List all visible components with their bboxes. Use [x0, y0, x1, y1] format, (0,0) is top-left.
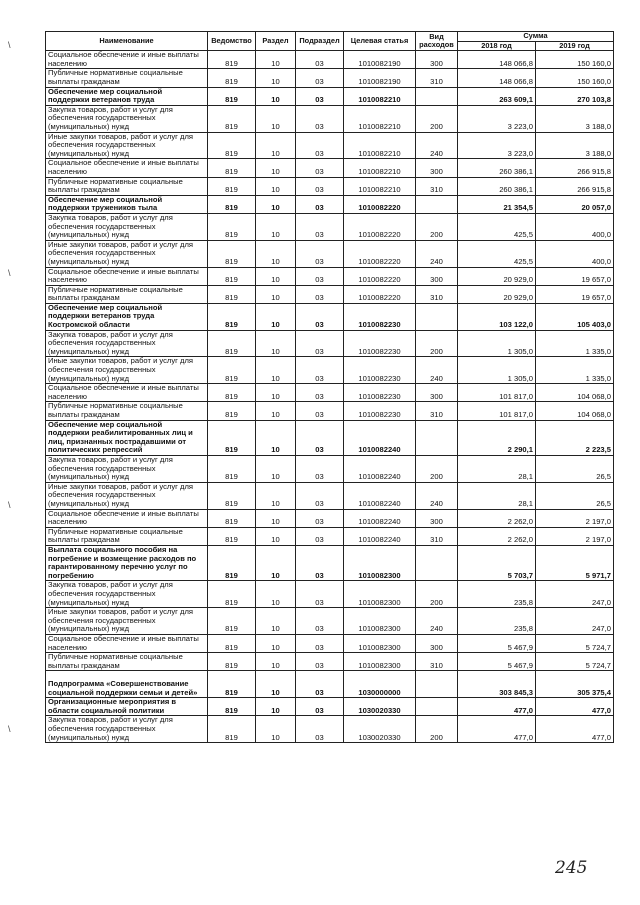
- row-sum-2019: 305 375,4: [536, 671, 614, 698]
- row-sum-2018: 2 262,0: [458, 509, 536, 527]
- row-section: 10: [256, 671, 296, 698]
- row-name: Обеспечение мер социальной поддержки реабилитированных лиц и лиц, признанных пострадавшими от политических репрессий: [46, 420, 208, 455]
- row-sum-2018: 101 817,0: [458, 384, 536, 402]
- row-target: 1010082190: [344, 69, 416, 87]
- row-name: Иные закупки товаров, работ и услуг для обеспечения государственных (муниципальных) нужд: [46, 482, 208, 509]
- row-department: 819: [208, 420, 256, 455]
- row-target: 1010082220: [344, 285, 416, 303]
- row-target: 1010082210: [344, 105, 416, 132]
- row-name: Выплата социального пособия на погребение и возмещение расходов по гарантированному перечню услуг по погребению: [46, 546, 208, 581]
- table-row: [46, 482, 614, 509]
- row-sum-2019: 3 188,0: [536, 132, 614, 159]
- row-name: Закупка товаров, работ и услуг для обеспечения государственных (муниципальных) нужд: [46, 213, 208, 240]
- row-sum-2018: 103 122,0: [458, 303, 536, 330]
- table-row: [46, 177, 614, 195]
- row-department: 819: [208, 402, 256, 420]
- row-kind: 300: [416, 267, 458, 285]
- header-target: Целевая статья: [344, 32, 416, 51]
- row-target: 1030020330: [344, 716, 416, 743]
- row-kind: [416, 420, 458, 455]
- row-sum-2019: 105 403,0: [536, 303, 614, 330]
- header-sum: Сумма: [458, 32, 614, 42]
- row-kind: 300: [416, 384, 458, 402]
- row-sum-2018: 28,1: [458, 456, 536, 483]
- row-target: 1010082230: [344, 384, 416, 402]
- row-name: Публичные нормативные социальные выплаты гражданам: [46, 285, 208, 303]
- row-section: 10: [256, 240, 296, 267]
- row-name: Публичные нормативные социальные выплаты гражданам: [46, 177, 208, 195]
- row-subsection: 03: [296, 330, 344, 357]
- row-subsection: 03: [296, 285, 344, 303]
- row-section: 10: [256, 267, 296, 285]
- row-section: 10: [256, 698, 296, 716]
- row-sum-2018: 20 929,0: [458, 285, 536, 303]
- row-name: Обеспечение мер социальной поддержки ветеранов труда Костромской области: [46, 303, 208, 330]
- row-department: 819: [208, 698, 256, 716]
- row-kind: 240: [416, 132, 458, 159]
- row-target: 1010082220: [344, 267, 416, 285]
- row-name: Социальное обеспечение и иные выплаты населению: [46, 51, 208, 69]
- row-department: 819: [208, 608, 256, 635]
- row-sum-2018: 425,5: [458, 240, 536, 267]
- row-target: 1010082240: [344, 482, 416, 509]
- row-sum-2018: 21 354,5: [458, 195, 536, 213]
- row-kind: 310: [416, 285, 458, 303]
- row-subsection: 03: [296, 608, 344, 635]
- table-row: [46, 132, 614, 159]
- row-sum-2018: 148 066,8: [458, 69, 536, 87]
- row-sum-2019: 247,0: [536, 581, 614, 608]
- row-subsection: 03: [296, 159, 344, 177]
- row-subsection: 03: [296, 132, 344, 159]
- table-row: [46, 509, 614, 527]
- table-row: [46, 195, 614, 213]
- row-name: Иные закупки товаров, работ и услуг для обеспечения государственных (муниципальных) нужд: [46, 357, 208, 384]
- row-department: 819: [208, 177, 256, 195]
- page-number: 245: [555, 858, 588, 878]
- row-subsection: 03: [296, 384, 344, 402]
- row-kind: 300: [416, 51, 458, 69]
- row-target: 1010082210: [344, 132, 416, 159]
- row-target: 1010082300: [344, 653, 416, 671]
- row-sum-2019: 26,5: [536, 456, 614, 483]
- row-sum-2018: 263 609,1: [458, 87, 536, 105]
- row-kind: 200: [416, 456, 458, 483]
- table-row: [46, 608, 614, 635]
- row-sum-2019: 19 657,0: [536, 285, 614, 303]
- row-name: Социальное обеспечение и иные выплаты населению: [46, 509, 208, 527]
- header-2019: 2019 год: [536, 41, 614, 51]
- row-department: 819: [208, 69, 256, 87]
- row-subsection: 03: [296, 267, 344, 285]
- row-sum-2018: 28,1: [458, 482, 536, 509]
- row-sum-2018: 303 845,3: [458, 671, 536, 698]
- row-department: 819: [208, 482, 256, 509]
- row-department: 819: [208, 357, 256, 384]
- row-subsection: 03: [296, 653, 344, 671]
- row-kind: [416, 671, 458, 698]
- row-section: 10: [256, 420, 296, 455]
- table-row: [46, 456, 614, 483]
- row-kind: 300: [416, 509, 458, 527]
- row-section: 10: [256, 285, 296, 303]
- row-department: 819: [208, 384, 256, 402]
- table-row: [46, 303, 614, 330]
- row-name: Закупка товаров, работ и услуг для обеспечения государственных (муниципальных) нужд: [46, 330, 208, 357]
- row-department: 819: [208, 240, 256, 267]
- row-department: 819: [208, 671, 256, 698]
- row-section: 10: [256, 608, 296, 635]
- row-sum-2018: 20 929,0: [458, 267, 536, 285]
- row-subsection: 03: [296, 482, 344, 509]
- row-section: 10: [256, 716, 296, 743]
- table-body: [46, 51, 614, 743]
- row-kind: 300: [416, 159, 458, 177]
- row-sum-2018: 3 223,0: [458, 132, 536, 159]
- row-subsection: 03: [296, 420, 344, 455]
- header-department: Ведомство: [208, 32, 256, 51]
- row-subsection: 03: [296, 402, 344, 420]
- row-department: 819: [208, 51, 256, 69]
- row-subsection: 03: [296, 195, 344, 213]
- row-sum-2019: 20 057,0: [536, 195, 614, 213]
- row-target: 1010082210: [344, 87, 416, 105]
- margin-mark: \: [8, 724, 11, 734]
- row-name: Закупка товаров, работ и услуг для обеспечения государственных (муниципальных) нужд: [46, 581, 208, 608]
- row-section: 10: [256, 402, 296, 420]
- row-sum-2019: 400,0: [536, 240, 614, 267]
- row-section: 10: [256, 195, 296, 213]
- row-kind: 310: [416, 402, 458, 420]
- row-sum-2018: 2 290,1: [458, 420, 536, 455]
- row-kind: [416, 195, 458, 213]
- row-target: 1010082230: [344, 402, 416, 420]
- table-row: [46, 671, 614, 698]
- row-section: 10: [256, 105, 296, 132]
- table-row: [46, 105, 614, 132]
- row-department: 819: [208, 285, 256, 303]
- row-sum-2019: 266 915,8: [536, 159, 614, 177]
- row-target: 1010082210: [344, 159, 416, 177]
- table-row: [46, 384, 614, 402]
- table-row: [46, 240, 614, 267]
- row-name: Социальное обеспечение и иные выплаты населению: [46, 159, 208, 177]
- row-department: 819: [208, 581, 256, 608]
- row-department: 819: [208, 546, 256, 581]
- row-target: 1010082220: [344, 195, 416, 213]
- row-department: 819: [208, 132, 256, 159]
- row-kind: 310: [416, 177, 458, 195]
- row-name: Публичные нормативные социальные выплаты гражданам: [46, 402, 208, 420]
- row-department: 819: [208, 303, 256, 330]
- row-name: Подпрограмма «Совершенствование социальной поддержки семьи и детей»: [46, 671, 208, 698]
- row-kind: 240: [416, 240, 458, 267]
- row-name: Иные закупки товаров, работ и услуг для обеспечения государственных (муниципальных) нужд: [46, 240, 208, 267]
- row-subsection: 03: [296, 177, 344, 195]
- row-subsection: 03: [296, 716, 344, 743]
- table-row: [46, 698, 614, 716]
- row-department: 819: [208, 456, 256, 483]
- row-sum-2018: 2 262,0: [458, 527, 536, 545]
- row-department: 819: [208, 716, 256, 743]
- table-row: [46, 546, 614, 581]
- table-row: [46, 51, 614, 69]
- row-kind: 200: [416, 716, 458, 743]
- row-sum-2018: 477,0: [458, 716, 536, 743]
- row-section: 10: [256, 653, 296, 671]
- row-kind: 200: [416, 581, 458, 608]
- row-name: Закупка товаров, работ и услуг для обеспечения государственных (муниципальных) нужд: [46, 105, 208, 132]
- row-target: 1030000000: [344, 671, 416, 698]
- row-sum-2018: 101 817,0: [458, 402, 536, 420]
- header-section: Раздел: [256, 32, 296, 51]
- row-name: Публичные нормативные социальные выплаты гражданам: [46, 69, 208, 87]
- row-name: Иные закупки товаров, работ и услуг для обеспечения государственных (муниципальных) нужд: [46, 608, 208, 635]
- row-section: 10: [256, 546, 296, 581]
- table-row: [46, 267, 614, 285]
- row-section: 10: [256, 509, 296, 527]
- row-section: 10: [256, 132, 296, 159]
- row-sum-2019: 477,0: [536, 698, 614, 716]
- row-kind: [416, 546, 458, 581]
- table-row: [46, 581, 614, 608]
- row-kind: 300: [416, 634, 458, 652]
- row-name: Закупка товаров, работ и услуг для обеспечения государственных (муниципальных) нужд: [46, 456, 208, 483]
- row-kind: [416, 303, 458, 330]
- row-target: 1010082240: [344, 456, 416, 483]
- row-sum-2019: 270 103,8: [536, 87, 614, 105]
- row-target: 1010082190: [344, 51, 416, 69]
- row-sum-2019: 5 724,7: [536, 634, 614, 652]
- row-sum-2019: 150 160,0: [536, 69, 614, 87]
- row-name: Обеспечение мер социальной поддержки тружеников тыла: [46, 195, 208, 213]
- row-target: 1010082220: [344, 213, 416, 240]
- budget-table: [45, 31, 614, 743]
- row-section: 10: [256, 69, 296, 87]
- row-target: 1010082240: [344, 527, 416, 545]
- row-sum-2019: 247,0: [536, 608, 614, 635]
- row-kind: [416, 87, 458, 105]
- row-sum-2019: 2 223,5: [536, 420, 614, 455]
- row-kind: [416, 698, 458, 716]
- row-sum-2019: 150 160,0: [536, 51, 614, 69]
- row-sum-2019: 3 188,0: [536, 105, 614, 132]
- row-sum-2019: 5 971,7: [536, 546, 614, 581]
- row-department: 819: [208, 267, 256, 285]
- row-name: Обеспечение мер социальной поддержки ветеранов труда: [46, 87, 208, 105]
- table-row: [46, 330, 614, 357]
- row-sum-2018: 5 467,9: [458, 653, 536, 671]
- row-department: 819: [208, 195, 256, 213]
- row-sum-2019: 104 068,0: [536, 402, 614, 420]
- row-sum-2019: 2 197,0: [536, 509, 614, 527]
- row-section: 10: [256, 330, 296, 357]
- table-row: [46, 527, 614, 545]
- row-subsection: 03: [296, 213, 344, 240]
- margin-mark: \: [8, 500, 11, 510]
- row-subsection: 03: [296, 456, 344, 483]
- row-kind: 310: [416, 69, 458, 87]
- table-row: [46, 634, 614, 652]
- row-section: 10: [256, 303, 296, 330]
- row-subsection: 03: [296, 509, 344, 527]
- row-sum-2018: 235,8: [458, 581, 536, 608]
- row-name: Публичные нормативные социальные выплаты гражданам: [46, 527, 208, 545]
- table-row: [46, 87, 614, 105]
- table-row: [46, 402, 614, 420]
- row-sum-2019: 104 068,0: [536, 384, 614, 402]
- header-2018: 2018 год: [458, 41, 536, 51]
- row-target: 1010082230: [344, 303, 416, 330]
- row-target: 1010082210: [344, 177, 416, 195]
- row-sum-2019: 19 657,0: [536, 267, 614, 285]
- row-target: 1010082300: [344, 581, 416, 608]
- row-subsection: 03: [296, 51, 344, 69]
- row-target: 1030020330: [344, 698, 416, 716]
- margin-mark: \: [8, 268, 11, 278]
- row-sum-2019: 1 335,0: [536, 357, 614, 384]
- header-subsection: Подраздел: [296, 32, 344, 51]
- row-kind: 200: [416, 330, 458, 357]
- margin-mark: \: [8, 40, 11, 50]
- row-sum-2019: 266 915,8: [536, 177, 614, 195]
- row-target: 1010082240: [344, 509, 416, 527]
- row-target: 1010082220: [344, 240, 416, 267]
- row-department: 819: [208, 159, 256, 177]
- row-kind: 310: [416, 653, 458, 671]
- row-section: 10: [256, 87, 296, 105]
- row-subsection: 03: [296, 671, 344, 698]
- row-kind: 240: [416, 357, 458, 384]
- row-sum-2019: 477,0: [536, 716, 614, 743]
- row-section: 10: [256, 581, 296, 608]
- row-name: Иные закупки товаров, работ и услуг для обеспечения государственных (муниципальных) нужд: [46, 132, 208, 159]
- row-kind: 240: [416, 608, 458, 635]
- row-target: 1010082300: [344, 546, 416, 581]
- row-department: 819: [208, 653, 256, 671]
- table-row: [46, 159, 614, 177]
- row-subsection: 03: [296, 87, 344, 105]
- row-kind: 240: [416, 482, 458, 509]
- row-subsection: 03: [296, 527, 344, 545]
- row-target: 1010082230: [344, 357, 416, 384]
- row-kind: 200: [416, 213, 458, 240]
- table-row: [46, 285, 614, 303]
- table-row: [46, 357, 614, 384]
- row-kind: 310: [416, 527, 458, 545]
- row-sum-2018: 260 386,1: [458, 159, 536, 177]
- header-kind: Вид расходов: [416, 32, 458, 51]
- row-sum-2019: 5 724,7: [536, 653, 614, 671]
- row-target: 1010082300: [344, 634, 416, 652]
- row-section: 10: [256, 159, 296, 177]
- row-subsection: 03: [296, 634, 344, 652]
- row-sum-2018: 425,5: [458, 213, 536, 240]
- table-row: [46, 69, 614, 87]
- row-target: 1010082240: [344, 420, 416, 455]
- row-name: Публичные нормативные социальные выплаты гражданам: [46, 653, 208, 671]
- row-subsection: 03: [296, 546, 344, 581]
- row-sum-2019: 400,0: [536, 213, 614, 240]
- row-section: 10: [256, 527, 296, 545]
- row-name: Социальное обеспечение и иные выплаты населению: [46, 384, 208, 402]
- row-department: 819: [208, 105, 256, 132]
- row-department: 819: [208, 527, 256, 545]
- row-kind: 200: [416, 105, 458, 132]
- row-section: 10: [256, 51, 296, 69]
- row-name: Социальное обеспечение и иные выплаты населению: [46, 267, 208, 285]
- table-row: [46, 716, 614, 743]
- table-row: [46, 653, 614, 671]
- row-subsection: 03: [296, 69, 344, 87]
- row-sum-2019: 26,5: [536, 482, 614, 509]
- row-subsection: 03: [296, 698, 344, 716]
- row-department: 819: [208, 87, 256, 105]
- row-department: 819: [208, 213, 256, 240]
- row-target: 1010082300: [344, 608, 416, 635]
- row-sum-2018: 3 223,0: [458, 105, 536, 132]
- row-section: 10: [256, 384, 296, 402]
- row-name: Закупка товаров, работ и услуг для обеспечения государственных (муниципальных) нужд: [46, 716, 208, 743]
- row-subsection: 03: [296, 240, 344, 267]
- row-subsection: 03: [296, 105, 344, 132]
- row-sum-2018: 1 305,0: [458, 357, 536, 384]
- table-row: [46, 420, 614, 455]
- row-section: 10: [256, 213, 296, 240]
- row-sum-2018: 5 467,9: [458, 634, 536, 652]
- table-row: [46, 213, 614, 240]
- row-sum-2018: 148 066,8: [458, 51, 536, 69]
- row-sum-2018: 5 703,7: [458, 546, 536, 581]
- row-subsection: 03: [296, 581, 344, 608]
- row-section: 10: [256, 357, 296, 384]
- row-sum-2018: 235,8: [458, 608, 536, 635]
- row-target: 1010082230: [344, 330, 416, 357]
- row-sum-2019: 2 197,0: [536, 527, 614, 545]
- row-department: 819: [208, 634, 256, 652]
- row-sum-2019: 1 335,0: [536, 330, 614, 357]
- row-subsection: 03: [296, 357, 344, 384]
- row-sum-2018: 1 305,0: [458, 330, 536, 357]
- row-sum-2018: 260 386,1: [458, 177, 536, 195]
- row-section: 10: [256, 456, 296, 483]
- row-section: 10: [256, 634, 296, 652]
- row-section: 10: [256, 177, 296, 195]
- row-name: Организационные мероприятия в области социальной политики: [46, 698, 208, 716]
- row-department: 819: [208, 509, 256, 527]
- row-name: Социальное обеспечение и иные выплаты населению: [46, 634, 208, 652]
- row-section: 10: [256, 482, 296, 509]
- header-name: Наименование: [46, 32, 208, 51]
- row-department: 819: [208, 330, 256, 357]
- row-subsection: 03: [296, 303, 344, 330]
- row-sum-2018: 477,0: [458, 698, 536, 716]
